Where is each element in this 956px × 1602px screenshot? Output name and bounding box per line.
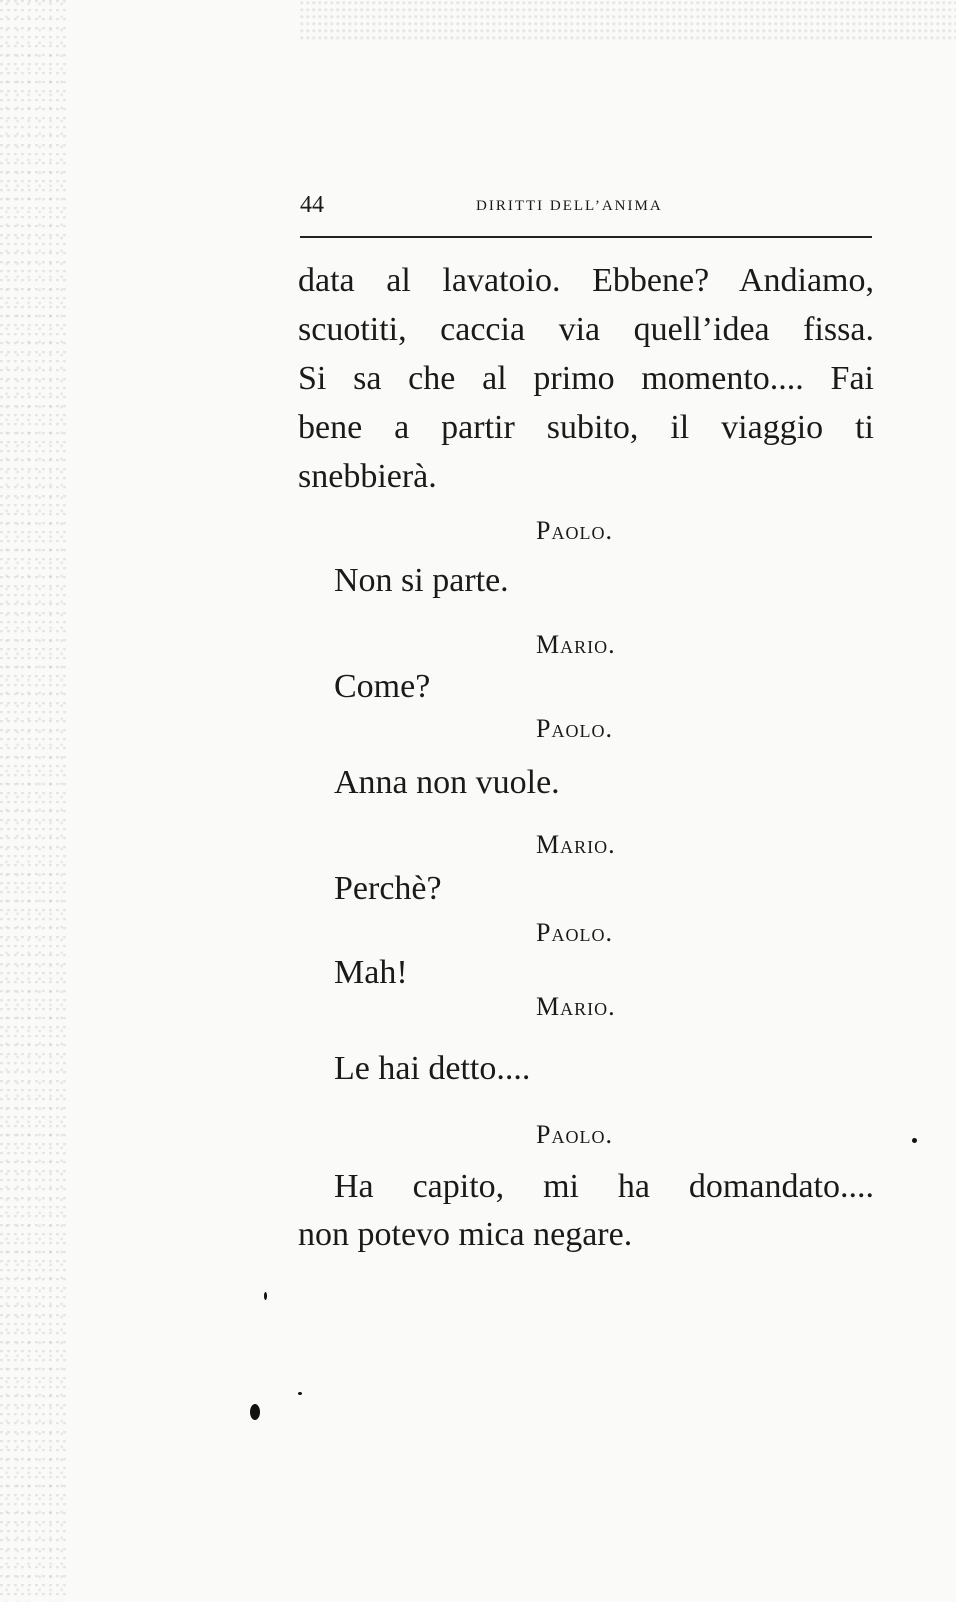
dialogue-line (298, 1163, 874, 1259)
body-text (298, 256, 874, 1259)
dialogue-line (298, 559, 874, 603)
scan-edge-noise (0, 0, 70, 1602)
page-number: 44 (300, 192, 324, 218)
paragraph-line: scuotiti, caccia via quell’idea fissa. (298, 311, 874, 348)
dialogue-line (298, 867, 874, 911)
paragraph-line: snebbierà. (298, 458, 437, 495)
dialogue-line-text: Ha capito, mi ha domandato.... (334, 1168, 874, 1205)
dialogue-line-text: Perchè? (334, 870, 442, 907)
ink-spot (264, 1292, 267, 1300)
speaker-name: Paolo. (536, 918, 613, 947)
running-title: DIRITTI DELL’ANIMA (476, 198, 663, 214)
dialogue-line-text: Come? (334, 668, 431, 705)
speaker-name: Paolo. (536, 516, 613, 545)
dialogue-line (298, 1047, 874, 1091)
speaker-name: Paolo. (536, 714, 613, 743)
speaker-name: Paolo. (536, 1120, 613, 1149)
paragraph-line: Si sa che al primo momento.... Fai (298, 360, 874, 397)
dialogue-line (298, 665, 874, 709)
paragraph-line: bene a partir subito, il viaggio ti (298, 409, 874, 446)
header-rule (300, 236, 872, 238)
ink-spot (912, 1138, 917, 1143)
dialogue-line-text: Mah! (334, 954, 408, 991)
dialogue-line (298, 761, 874, 805)
speaker-name: Mario. (536, 630, 616, 659)
dialogue-line-text: Anna non vuole. (334, 764, 560, 801)
opening-paragraph (298, 256, 874, 501)
paragraph-line: data al lavatoio. Ebbene? Andiamo, (298, 262, 874, 299)
ink-spot (298, 1392, 302, 1395)
dialogue-line-text: Non si parte. (334, 562, 509, 599)
dialogue-line-text: Le hai detto.... (334, 1050, 531, 1087)
ink-spot (250, 1404, 260, 1420)
page-header (300, 188, 872, 228)
scan-top-noise (300, 0, 956, 40)
dialogue-line-text: non potevo mica negare. (298, 1216, 633, 1253)
speaker-name: Mario. (536, 830, 616, 859)
speaker-name: Mario. (536, 992, 616, 1021)
